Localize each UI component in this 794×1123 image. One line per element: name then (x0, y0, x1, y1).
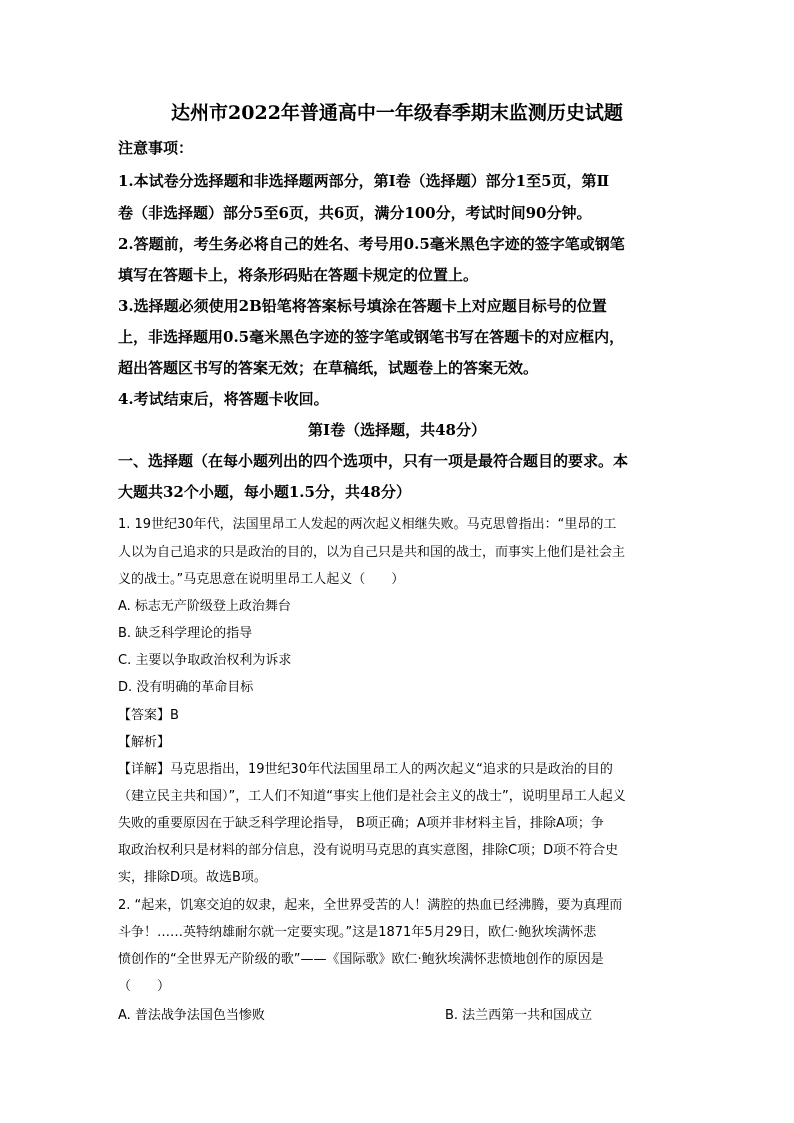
notice-line: 卷（非选择题）部分5至6页，共6页，满分100分，考试时间90分钟。 (118, 204, 592, 222)
notice-line: 上，非选择题用0.5毫米黑色字迹的签字笔或钢笔书写在答题卡的对应框内， (118, 328, 625, 346)
q2-option-a: A. 普法战争法国色当惨败 (118, 1008, 265, 1023)
q1-option-c: C. 主要以争取政治权利为诉求 (118, 653, 292, 668)
q1-detail-line: 取政治权利只是材料的部分信息，没有说明马克思的真实意图，排除C项；D项不符合史 (118, 843, 619, 858)
part1-heading: 第Ⅰ卷（选择题，共48分） (308, 421, 486, 439)
q1-stem-line: 义的战士。”马克思意在说明里昂工人起义（ ） (118, 572, 405, 587)
q2-option-b: B. 法兰西第一共和国成立 (445, 1008, 593, 1023)
notice-line: 填写在答题卡上，将条形码贴在答题卡规定的位置上。 (118, 266, 479, 284)
notice-line: 超出答题区书写的答案无效；在草稿纸，试题卷上的答案无效。 (118, 359, 539, 377)
q2-stem-line: 2. “起来，饥寒交迫的奴隶，起来，全世界受苦的人！满腔的热血已经沸腾，要为真理而 (118, 898, 623, 913)
q2-stem-line: 愤创作的“全世界无产阶级的歌”——《国际歌》欧仁·鲍狄埃满怀悲愤地创作的原因是 (118, 952, 604, 967)
q1-option-b: B. 缺乏科学理论的指导 (118, 626, 253, 641)
q1-analysis-label: 【解析】 (118, 735, 171, 750)
q1-detail-line: （建立民主共和国）”，工人们不知道“事实上他们是社会主义的战士”，说明里昂工人起义 (118, 789, 626, 804)
q1-detail-line: 失败的重要原因在于缺乏科学理论指导， B项正确；A项并非材料主旨，排除A项；争 (118, 816, 604, 831)
q1-detail-line: 【详解】马克思指出，19世纪30年代法国里昂工人的两次起义“追求的只是政治的目的 (118, 762, 613, 777)
q1-stem-line: 人以为自己追求的只是政治的目的，以为自己只是共和国的战士，而事实上他们是社会主 (118, 545, 626, 560)
q1-option-d: D. 没有明确的革命目标 (118, 680, 254, 695)
section-heading: 一、选择题（在每小题列出的四个选项中，只有一项是最符合题目的要求。本 (118, 452, 629, 470)
q2-stem-line: （ ） (118, 979, 171, 994)
notice-line: 2.答题前，考生务必将自己的姓名、考号用0.5毫米黑色字迹的签字笔或钢笔 (118, 235, 625, 253)
q1-stem-line: 1. 19世纪30年代，法国里昂工人发起的两次起义相继失败。马克思曾指出：“里昂的工 (118, 517, 617, 532)
notice-line: 3.选择题必须使用2B铅笔将答案标号填涂在答题卡上对应题目标号的位置 (118, 297, 607, 315)
notice-line: 1.本试卷分选择题和非选择题两部分，第Ⅰ卷（选择题）部分1至5页，第Ⅱ (118, 172, 610, 190)
section-heading: 大题共32个小题，每小题1.5分，共48分） (118, 483, 411, 501)
page-title: 达州市2022年普通高中一年级春季期末监测历史试题 (171, 102, 623, 124)
q1-answer: 【答案】B (118, 708, 179, 723)
q1-detail-line: 实，排除D项。故选B项。 (118, 870, 267, 885)
q2-stem-line: 斗争！……英特纳雄耐尔就一定要实现。”这是1871年5月29日，欧仁·鲍狄埃满怀悲 (118, 925, 597, 940)
q1-option-a: A. 标志无产阶级登上政治舞台 (118, 599, 291, 614)
notice-line: 4.考试结束后，将答题卡收回。 (118, 390, 329, 408)
notice-heading: 注意事项： (118, 139, 194, 157)
